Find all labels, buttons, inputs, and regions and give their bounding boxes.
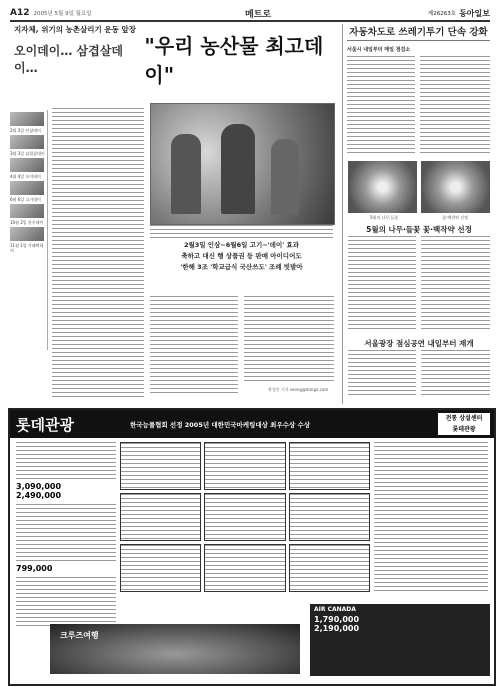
flower-caption-left: 5월의 나무·들꽃 bbox=[369, 215, 399, 220]
flower-caption bbox=[348, 215, 490, 221]
ad-left-text bbox=[16, 577, 116, 627]
main-headline bbox=[14, 34, 334, 87]
ad-badge-line2: 롯데관광 bbox=[452, 426, 476, 433]
ad-cruise-caption: 크루즈여행 bbox=[60, 631, 99, 640]
photo-caption bbox=[150, 225, 333, 239]
ad-cruise-banner bbox=[50, 624, 300, 674]
sidebar-thumb bbox=[10, 158, 44, 172]
right-text-c bbox=[348, 236, 416, 332]
column-divider bbox=[342, 24, 343, 404]
sidebar-thumb bbox=[10, 181, 44, 195]
right-story2-title: 5월의 나무·들꽃 꽃·백작약 선정 bbox=[366, 225, 472, 234]
pull-quote bbox=[150, 240, 333, 290]
quote-line: 축하고 대신 행 상품권 등 판매 아이디어도 bbox=[181, 252, 302, 260]
header-right bbox=[428, 8, 490, 19]
sidebar-date: 3월 3일 bbox=[10, 151, 25, 156]
page-number: A12 bbox=[10, 8, 30, 18]
ad-product-grid bbox=[120, 442, 370, 592]
right-text-b bbox=[420, 56, 490, 156]
flower-photos bbox=[348, 161, 490, 213]
section-name: 메트로 bbox=[245, 9, 272, 20]
sidebar-date: 6월 6일 bbox=[10, 197, 25, 202]
sidebar-calendar bbox=[10, 110, 48, 350]
ad-left-text bbox=[16, 504, 116, 564]
ad-price: 3,090,000 bbox=[16, 482, 62, 491]
ad-header bbox=[10, 410, 494, 438]
right-subhead: 서울시 내일부터 매일 점검소 bbox=[347, 47, 411, 53]
right-headline: 자동차도로 쓰레기투기 단속 강화 bbox=[347, 24, 490, 41]
right-text-d bbox=[421, 236, 490, 332]
quote-line: '한해 3조 '학교급식 국산쓰도' 조례 빗발아 bbox=[180, 263, 303, 271]
body-text-col2 bbox=[150, 296, 238, 396]
headline-big: "우리 농산물 최고데이" bbox=[144, 34, 324, 87]
sidebar-label: 한우데이 bbox=[27, 220, 44, 225]
air-title: AIR CANADA bbox=[314, 606, 356, 613]
sidebar-label: 삼겹살데이 bbox=[25, 151, 45, 156]
ad-logo: 롯데관광 bbox=[16, 415, 74, 434]
ad-badge bbox=[438, 413, 490, 435]
sidebar-label: 고기데이 bbox=[25, 197, 41, 202]
air-price: 2,190,000 bbox=[314, 624, 360, 633]
sidebar-thumb bbox=[10, 135, 44, 149]
sidebar-label: 가래떡데이 bbox=[10, 243, 44, 253]
right-text-f bbox=[421, 350, 490, 398]
headline-small: 오이데이… 삼겹살데이… bbox=[14, 44, 123, 75]
air-price: 1,790,000 bbox=[314, 615, 360, 624]
lotte-travel-ad bbox=[8, 408, 496, 686]
flower-caption-right: 꽃·백작약 선정 bbox=[442, 215, 468, 220]
newspaper-logo: 동아일보 bbox=[459, 8, 490, 18]
page-date: 2005년 5월 9일 월요일 bbox=[33, 11, 92, 17]
body-text-col3 bbox=[244, 296, 334, 384]
right-text-e bbox=[348, 350, 416, 398]
right-story3-title: 서울광장 점심공연 내일부터 재개 bbox=[364, 339, 474, 348]
sidebar-label: 오이데이 bbox=[25, 174, 41, 179]
quote-line: 2월3일 인삼∼6월6일 고기∼'데이' 효과 bbox=[183, 241, 300, 249]
ad-air-canada bbox=[310, 604, 490, 676]
main-photo bbox=[150, 103, 335, 225]
sidebar-date: 4월 4일 bbox=[10, 174, 25, 179]
page-header bbox=[10, 6, 490, 22]
sidebar-date: 2월 3일 bbox=[10, 128, 25, 133]
ad-badge-line1: 전통 상설센터 bbox=[445, 415, 483, 422]
ad-price: 2,490,000 bbox=[16, 491, 62, 500]
byline: 곽성은 기자 seong@donga.com bbox=[268, 387, 329, 392]
sidebar-thumb bbox=[10, 112, 44, 126]
edition-number: 제26263호 bbox=[427, 11, 457, 17]
ad-price: 799,000 bbox=[16, 564, 53, 573]
sidebar-label: 인삼데이 bbox=[25, 128, 41, 133]
sidebar-date: 10월 2일 bbox=[10, 220, 27, 225]
body-text-col1 bbox=[52, 108, 144, 398]
sidebar-date: 11월 1일 bbox=[10, 243, 27, 248]
sidebar-thumb bbox=[10, 204, 44, 218]
right-text-a bbox=[347, 56, 415, 156]
ad-left-text bbox=[16, 442, 116, 482]
story-kicker: 지자체, 위기의 농촌살리기 운동 앞장 bbox=[14, 25, 136, 34]
ad-banner: 한국능률협회 선정 2005년 대한민국마케팅대상 최우수상 수상 bbox=[130, 420, 311, 429]
sidebar-thumb bbox=[10, 227, 44, 241]
